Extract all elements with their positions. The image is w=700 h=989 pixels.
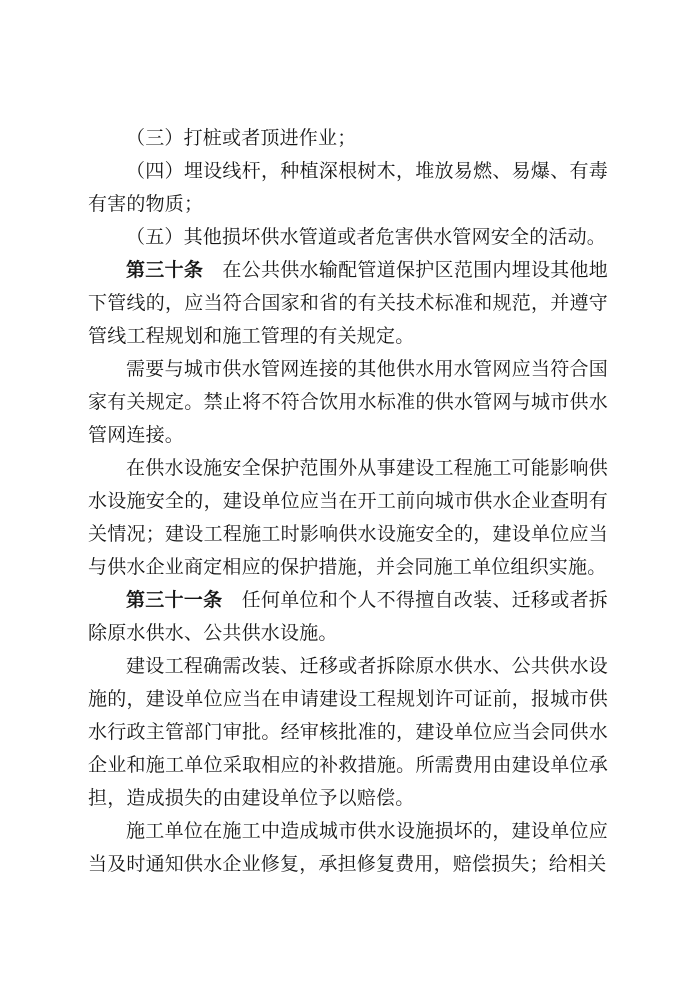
article-30-paragraph	[88, 254, 608, 353]
article-31-paragraph-3	[88, 815, 608, 881]
paragraph-text: 需要与城市供水管网连接的其他供水用水管网应当符合国家有关规定。禁止将不符合饮用水标准的供水管网与城市供水管网连接。	[88, 359, 608, 446]
paragraph-text: （四）埋设线杆，种植深根树木，堆放易燃、易爆、有毒有害的物质；	[88, 161, 608, 215]
document-body	[88, 122, 608, 881]
article-30-paragraph-2	[88, 353, 608, 452]
paragraph-text: 施工单位在施工中造成城市供水设施损坏的，建设单位应当及时通知供水企业修复，承担修复费用，赔偿损失；给相关	[88, 821, 608, 875]
article-30-number: 第三十条	[126, 260, 204, 281]
list-item-3	[88, 122, 608, 155]
paragraph-text: 建设工程确需改装、迁移或者拆除原水供水、公共供水设施的，建设单位应当在申请建设工程规划许可证前，报城市供水行政主管部门审批。经审核批准的，建设单位应当会同供水企业和施工单位采取相应的补救措施。所需费用由建设单位承担，造成损失的由建设单位予以赔偿。	[88, 656, 608, 809]
paragraph-text: 在供水设施安全保护范围外从事建设工程施工可能影响供水设施安全的，建设单位应当在开工前向城市供水企业查明有关情况；建设工程施工时影响供水设施安全的，建设单位应当与供水企业商定相应的保护措施，并会同施工单位组织实施。	[88, 458, 608, 578]
article-30-paragraph-3	[88, 452, 608, 584]
paragraph-text: （三）打桩或者顶进作业；	[126, 128, 357, 149]
article-31-paragraph	[88, 584, 608, 650]
paragraph-text: 任何单位和个人不得擅自改装、迁移或者拆除原水供水、公共供水设施。	[88, 590, 608, 644]
list-item-4	[88, 155, 608, 221]
paragraph-text: 在公共供水输配管道保护区范围内埋设其他地下管线的，应当符合国家和省的有关技术标准和规范，并遵守管线工程规划和施工管理的有关规定。	[88, 260, 608, 347]
list-item-5	[88, 221, 608, 254]
article-31-number: 第三十一条	[126, 590, 223, 611]
article-31-paragraph-2	[88, 650, 608, 815]
paragraph-text: （五）其他损坏供水管道或者危害供水管网安全的活动。	[126, 227, 607, 248]
